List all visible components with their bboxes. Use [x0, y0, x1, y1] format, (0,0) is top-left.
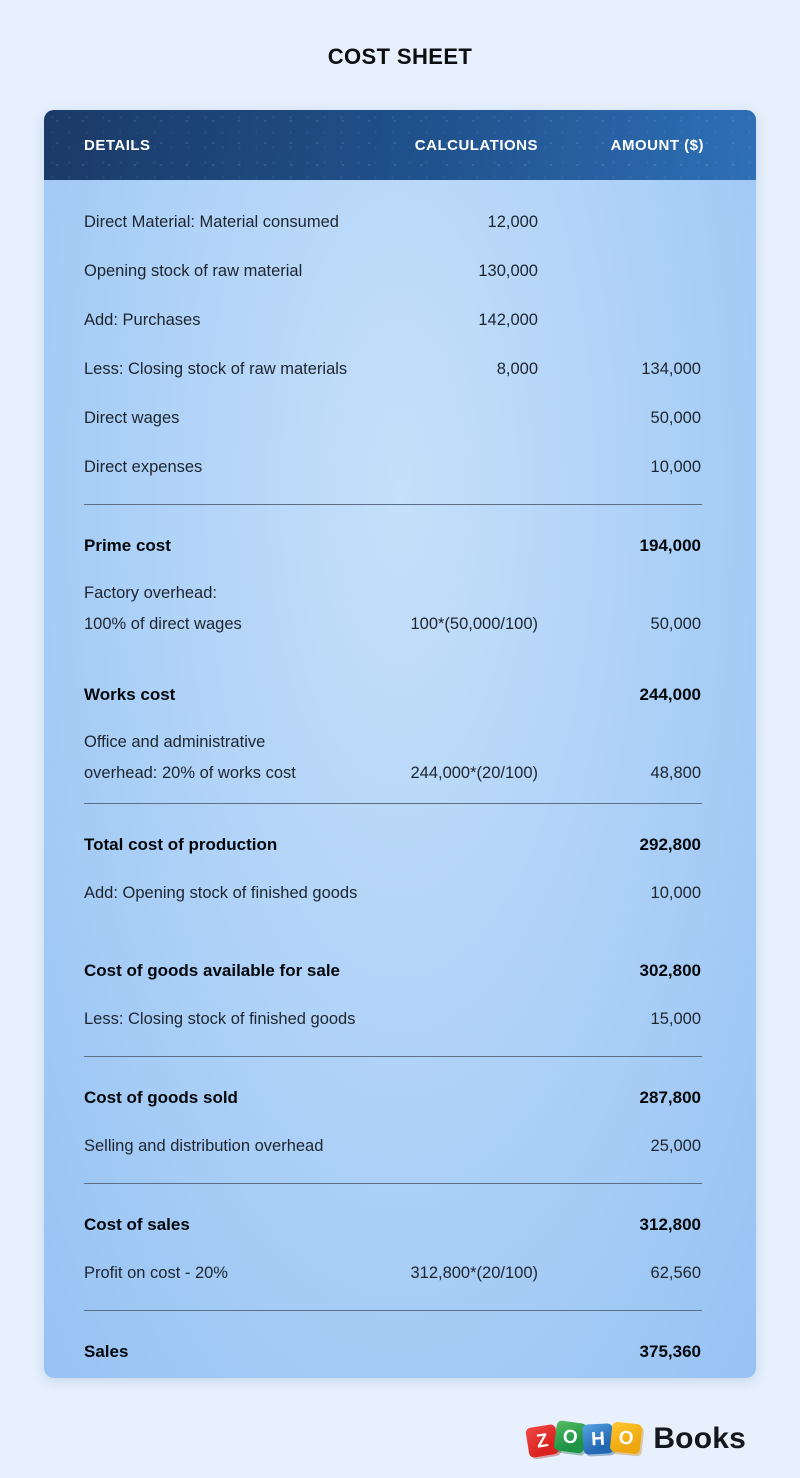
- table-row: [44, 345, 756, 394]
- row-calculation: 100*(50,000/100): [410, 615, 538, 633]
- section-divider: [84, 803, 702, 804]
- table-row: [44, 719, 756, 791]
- column-header-amount: AMOUNT ($): [610, 136, 704, 154]
- table-row: [44, 820, 756, 869]
- table-row: [44, 443, 756, 492]
- row-amount: 134,000: [641, 360, 701, 378]
- row-calculation: 130,000: [478, 262, 538, 280]
- table-row: [44, 394, 756, 443]
- row-calculation: 142,000: [478, 311, 538, 329]
- row-amount: 48,800: [650, 764, 701, 782]
- row-amount: 312,800: [639, 1215, 701, 1234]
- column-header-calculations: CALCULATIONS: [414, 136, 538, 154]
- row-amount: 292,800: [639, 835, 701, 854]
- table-row: [44, 869, 756, 918]
- row-label: Opening stock of raw material: [84, 262, 303, 280]
- table-row: [44, 247, 756, 296]
- zoho-tile-z-icon: Z: [525, 1424, 559, 1458]
- table-row: [44, 1249, 756, 1298]
- row-amount: 50,000: [650, 615, 701, 633]
- row-label: Less: Closing stock of raw materials: [84, 360, 348, 378]
- row-label: Sales: [84, 1342, 129, 1361]
- section-divider: [84, 1183, 702, 1184]
- table-row: [44, 1073, 756, 1122]
- zoho-tile-h-icon: H: [583, 1423, 615, 1455]
- zoho-books-wordmark: Books: [653, 1422, 746, 1455]
- row-calculation: 244,000*(20/100): [410, 764, 538, 782]
- row-amount: 10,000: [650, 884, 701, 902]
- row-label: Cost of sales: [84, 1215, 190, 1234]
- table-row: [44, 995, 756, 1044]
- row-amount: 375,360: [639, 1342, 701, 1361]
- row-label: Total cost of production: [84, 835, 278, 854]
- row-amount: 302,800: [639, 961, 701, 980]
- row-amount: 10,000: [650, 458, 701, 476]
- row-calculation: 8,000: [496, 360, 538, 378]
- row-label: Selling and distribution overhead: [84, 1137, 324, 1155]
- row-amount: 25,000: [650, 1137, 701, 1155]
- row-amount: 194,000: [639, 536, 701, 555]
- section-divider: [84, 1310, 702, 1311]
- table-row: [44, 1200, 756, 1249]
- table-row: [44, 296, 756, 345]
- table-row: [44, 1122, 756, 1171]
- row-amount: 15,000: [650, 1010, 701, 1028]
- page-title: COST SHEET: [327, 44, 473, 69]
- row-label: Cost of goods sold: [84, 1088, 238, 1107]
- row-label: Add: Purchases: [84, 311, 201, 329]
- table-row: [44, 521, 756, 570]
- section-divider: [84, 1056, 702, 1057]
- row-label: Prime cost: [84, 536, 171, 555]
- row-amount: 244,000: [639, 685, 701, 704]
- table-row: [44, 198, 756, 247]
- row-spacer: [44, 642, 756, 670]
- row-amount: 50,000: [650, 409, 701, 427]
- row-label: Profit on cost - 20%: [84, 1264, 228, 1282]
- table-row: [44, 670, 756, 719]
- table-header: [44, 110, 756, 180]
- row-label: Works cost: [84, 685, 176, 704]
- cost-sheet-card: [44, 110, 756, 1378]
- row-label: Factory overhead: 100% of direct wages: [84, 584, 242, 633]
- table-row: [44, 1327, 756, 1376]
- row-calculation: 312,800*(20/100): [410, 1264, 538, 1282]
- row-label: Direct expenses: [84, 458, 203, 476]
- row-amount: 287,800: [639, 1088, 701, 1107]
- row-label: Add: Opening stock of finished goods: [84, 884, 358, 902]
- table-body: [44, 180, 756, 1376]
- section-divider: [84, 504, 702, 505]
- zoho-tile-o1-icon: O: [554, 1420, 588, 1454]
- zoho-books-logo: [527, 1422, 746, 1456]
- row-label: Direct wages: [84, 409, 180, 427]
- row-label: Direct Material: Material consumed: [84, 213, 339, 231]
- row-amount: 62,560: [650, 1264, 701, 1282]
- table-row: [44, 570, 756, 642]
- row-label: Office and administrative overhead: 20% of works cost: [84, 733, 296, 782]
- row-label: Less: Closing stock of finished goods: [84, 1010, 356, 1028]
- row-calculation: 12,000: [487, 213, 538, 231]
- row-label: Cost of goods available for sale: [84, 961, 341, 980]
- zoho-tile-o2-icon: O: [610, 1422, 643, 1455]
- zoho-logo-tiles: [527, 1424, 641, 1454]
- table-row: [44, 946, 756, 995]
- column-header-details: DETAILS: [84, 136, 151, 154]
- row-spacer: [44, 918, 756, 946]
